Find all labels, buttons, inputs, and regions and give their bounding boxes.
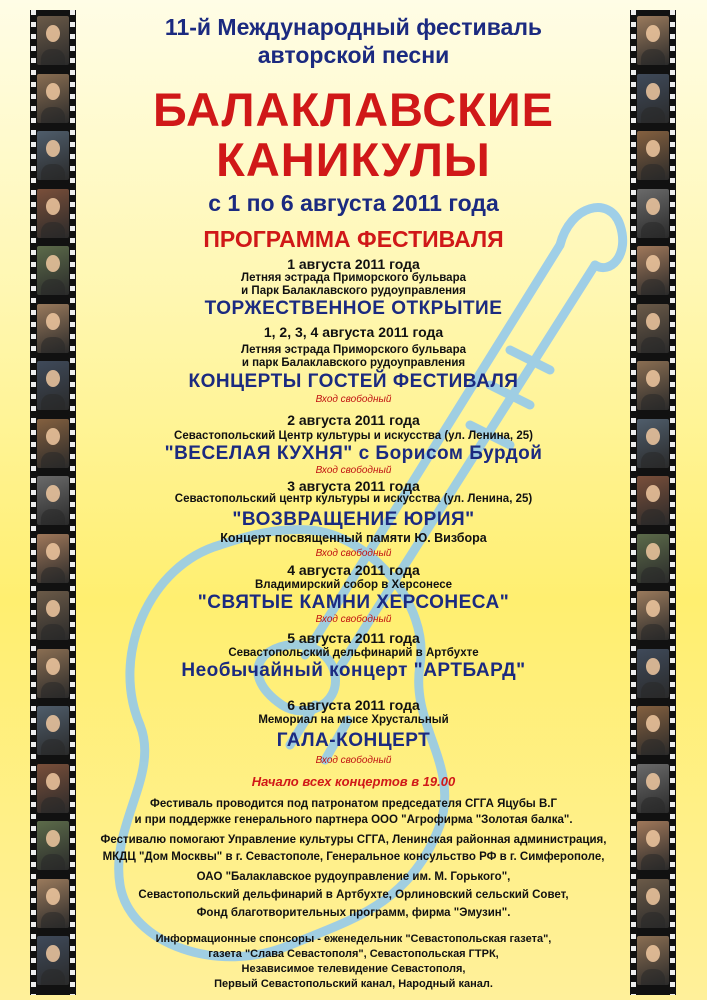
- performer-face: [46, 485, 60, 502]
- performer-face: [646, 830, 660, 847]
- performer-face: [646, 25, 660, 42]
- festival-subtitle-line2: авторской песни: [257, 42, 450, 68]
- performer-body: [641, 854, 665, 870]
- performer-body: [641, 394, 665, 410]
- event-title: ГАЛА-КОНЦЕРТ: [276, 730, 431, 751]
- performer-face: [46, 888, 60, 905]
- performer-face: [46, 773, 60, 790]
- performer-face: [46, 715, 60, 732]
- film-perforation: [70, 10, 75, 995]
- performer-body: [641, 739, 665, 755]
- performer-face: [646, 313, 660, 330]
- sponsors-line: газета "Слава Севастополя", Севастопольская ГТРК,: [208, 948, 499, 960]
- performer-body: [641, 222, 665, 238]
- performer-body: [641, 969, 665, 985]
- performer-photo: [637, 534, 669, 583]
- performer-face: [46, 25, 60, 42]
- performer-face: [46, 255, 60, 272]
- performer-body: [641, 797, 665, 813]
- event-venue: Владимирский собор в Херсонесе: [255, 579, 452, 591]
- free-entry-note: Вход свободный: [315, 548, 392, 559]
- free-entry-note: Вход свободный: [315, 394, 392, 405]
- free-entry-note: Вход свободный: [315, 465, 392, 476]
- performer-face: [46, 543, 60, 560]
- performer-photo: [637, 189, 669, 238]
- performer-body: [41, 107, 65, 123]
- performer-face: [646, 945, 660, 962]
- performer-body: [641, 912, 665, 928]
- performer-face: [46, 313, 60, 330]
- performer-body: [641, 279, 665, 295]
- performer-face: [646, 428, 660, 445]
- event-title: КОНЦЕРТЫ ГОСТЕЙ ФЕСТИВАЛЯ: [188, 371, 519, 392]
- performer-face: [646, 485, 660, 502]
- patronage-line: Севастопольский дельфинарий в Артбухте, Орлиновский сельский Совет,: [138, 889, 569, 901]
- free-entry-note: Вход свободный: [315, 614, 392, 625]
- performer-photo: [37, 419, 69, 468]
- performer-photo: [37, 304, 69, 353]
- performer-body: [41, 452, 65, 468]
- performer-face: [46, 658, 60, 675]
- performer-face: [646, 83, 660, 100]
- performer-photo: [637, 879, 669, 928]
- free-entry-note: Вход свободный: [315, 755, 392, 766]
- performer-body: [641, 509, 665, 525]
- performer-photo: [637, 304, 669, 353]
- performer-body: [41, 567, 65, 583]
- performer-face: [646, 715, 660, 732]
- film-perforation: [631, 10, 636, 995]
- performer-photo: [637, 16, 669, 65]
- performer-face: [646, 600, 660, 617]
- event-title: Необычайный концерт "АРТБАРД": [181, 660, 526, 681]
- performer-photo: [37, 879, 69, 928]
- performer-photo: [37, 821, 69, 870]
- event-title: "ВЕСЕЛАЯ КУХНЯ" с Борисом Бурдой: [164, 443, 543, 464]
- event-date: 4 августа 2011 года: [287, 562, 420, 578]
- performer-photo: [37, 189, 69, 238]
- performer-photo: [37, 764, 69, 813]
- performer-face: [46, 600, 60, 617]
- event-venue: и парк Балаклавского рудоуправления: [241, 357, 466, 369]
- performer-body: [41, 164, 65, 180]
- performer-body: [41, 624, 65, 640]
- performer-face: [646, 370, 660, 387]
- performer-photo: [37, 649, 69, 698]
- event-date: 6 августа 2011 года: [287, 697, 420, 713]
- performer-face: [46, 83, 60, 100]
- performer-body: [41, 509, 65, 525]
- patronage-line: МКДЦ "Дом Москвы" в г. Севастополе, Генеральное консульство РФ в г. Симферополе,: [102, 851, 605, 863]
- performer-photo: [637, 419, 669, 468]
- performer-face: [46, 428, 60, 445]
- performer-photo: [637, 131, 669, 180]
- performer-photo: [637, 74, 669, 123]
- performer-photo: [637, 821, 669, 870]
- patronage-line: Фестивалю помогают Управление культуры СГГА, Ленинская районная администрация,: [100, 834, 607, 846]
- performer-body: [641, 107, 665, 123]
- performer-photo: [37, 16, 69, 65]
- sponsors-line: Информационные спонсоры - еженедельник "Севастопольская газета",: [155, 933, 552, 945]
- festival-subtitle-line1: 11-й Международный фестиваль: [164, 14, 543, 40]
- right-photo-film-strip: [630, 10, 676, 995]
- performer-face: [46, 370, 60, 387]
- event-date: 1, 2, 3, 4 августа 2011 года: [263, 324, 444, 340]
- performer-face: [646, 140, 660, 157]
- patronage-line: Фонд благотворительных программ, фирма "Эмузин".: [196, 907, 511, 919]
- event-venue: Севастопольский дельфинарий в Артбухте: [228, 647, 479, 659]
- event-venue: Мемориал на мысе Хрустальный: [258, 714, 449, 726]
- performer-photo: [37, 74, 69, 123]
- performer-photo: [637, 649, 669, 698]
- event-title: "СВЯТЫЕ КАМНИ ХЕРСОНЕСА": [197, 592, 510, 613]
- left-photo-film-strip: [30, 10, 76, 995]
- performer-body: [41, 49, 65, 65]
- performer-photo: [637, 476, 669, 525]
- event-date: 3 августа 2011 года: [287, 478, 420, 494]
- performer-body: [41, 394, 65, 410]
- event-venue: Севастопольский Центр культуры и искусства (ул. Ленина, 25): [174, 430, 533, 442]
- festival-title-line2: КАНИКУЛЫ: [216, 133, 491, 186]
- festival-dates: с 1 по 6 августа 2011 года: [208, 190, 499, 216]
- sponsors-line: Первый Севастопольский канал, Народный канал.: [214, 978, 493, 990]
- performer-body: [641, 624, 665, 640]
- performer-body: [641, 49, 665, 65]
- event-title: ТОРЖЕСТВЕННОЕ ОТКРЫТИЕ: [204, 298, 503, 319]
- performer-photo: [637, 936, 669, 985]
- performer-body: [641, 452, 665, 468]
- performer-photo: [37, 936, 69, 985]
- performer-photo: [637, 591, 669, 640]
- performer-body: [41, 912, 65, 928]
- performer-face: [646, 658, 660, 675]
- performer-photo: [37, 591, 69, 640]
- performer-face: [46, 945, 60, 962]
- event-title: "ВОЗВРАЩЕНИЕ ЮРИЯ": [232, 509, 475, 530]
- sponsors-line: Независимое телевидение Севастополя,: [241, 963, 466, 975]
- patronage-line: и при поддержке генерального партнера ООО "Агрофирма "Золотая балка".: [134, 814, 573, 826]
- event-venue: Летняя эстрада Приморского бульвара: [241, 272, 466, 284]
- performer-face: [646, 888, 660, 905]
- performer-face: [46, 140, 60, 157]
- film-perforation: [670, 10, 675, 995]
- event-date: 5 августа 2011 года: [287, 630, 420, 646]
- performer-body: [41, 797, 65, 813]
- performer-photo: [37, 706, 69, 755]
- performer-photo: [637, 246, 669, 295]
- performer-photo: [37, 476, 69, 525]
- performer-face: [646, 255, 660, 272]
- performer-photo: [637, 764, 669, 813]
- festival-title-line1: БАЛАКЛАВСКИЕ: [153, 83, 554, 136]
- performer-body: [641, 337, 665, 353]
- film-perforation: [31, 10, 36, 995]
- event-date: 1 августа 2011 года: [287, 256, 420, 272]
- event-venue: Летняя эстрада Приморского бульвара: [241, 344, 466, 356]
- event-venue: и Парк Балаклавского рудоуправления: [241, 285, 466, 297]
- performer-face: [46, 198, 60, 215]
- performer-face: [646, 543, 660, 560]
- performer-body: [41, 969, 65, 985]
- program-heading: ПРОГРАММА ФЕСТИВАЛЯ: [203, 226, 504, 252]
- performer-body: [41, 337, 65, 353]
- performer-photo: [637, 706, 669, 755]
- performer-photo: [37, 534, 69, 583]
- performer-body: [41, 222, 65, 238]
- event-subtitle: Концерт посвященный памяти Ю. Визбора: [220, 531, 487, 545]
- performer-face: [646, 198, 660, 215]
- patronage-line: Фестиваль проводится под патронатом председателя СГГА Яцубы В.Г: [150, 798, 557, 810]
- performer-body: [641, 682, 665, 698]
- performer-photo: [637, 361, 669, 410]
- event-date: 2 августа 2011 года: [287, 412, 420, 428]
- performer-body: [41, 739, 65, 755]
- performer-body: [41, 682, 65, 698]
- event-venue: Севастопольский центр культуры и искусства (ул. Ленина, 25): [174, 493, 533, 505]
- concert-start-time: Начало всех концертов в 19.00: [251, 774, 456, 789]
- performer-body: [641, 164, 665, 180]
- performer-photo: [37, 361, 69, 410]
- performer-body: [41, 279, 65, 295]
- performer-body: [41, 854, 65, 870]
- performer-body: [641, 567, 665, 583]
- performer-face: [646, 773, 660, 790]
- performer-face: [46, 830, 60, 847]
- performer-photo: [37, 131, 69, 180]
- performer-photo: [37, 246, 69, 295]
- patronage-line: ОАО "Балаклавское рудоуправление им. М. Горького",: [196, 871, 511, 883]
